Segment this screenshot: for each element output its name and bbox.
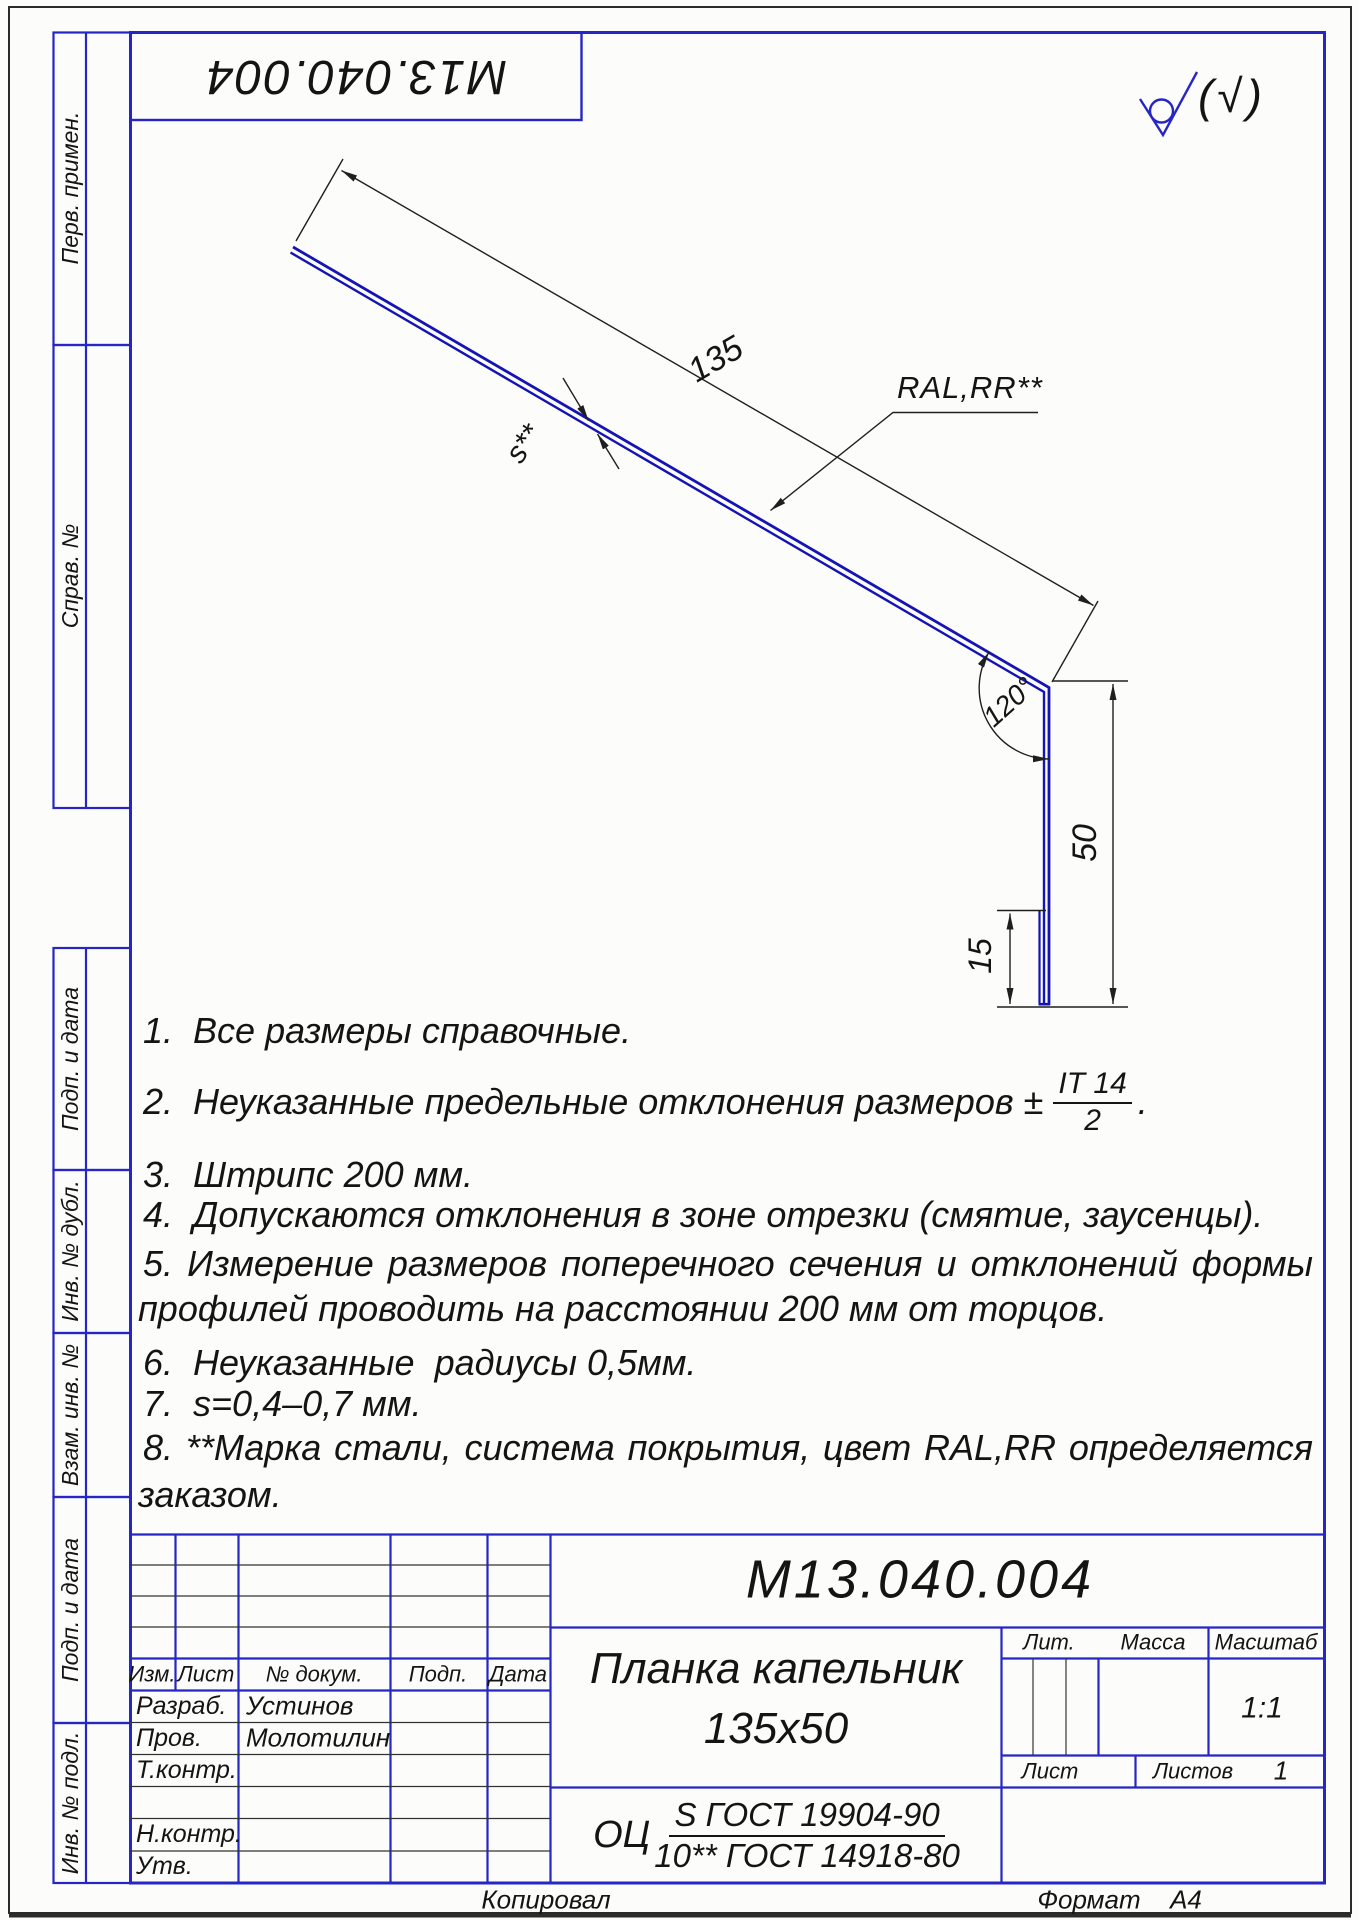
note-2-fraction	[1053, 1067, 1131, 1138]
row-prov-label: Пров.	[136, 1723, 202, 1752]
sidebar-item-sprav-no: Справ. №	[56, 523, 83, 629]
row-utv-label: Утв.	[136, 1851, 193, 1880]
masshtab-value: 1:1	[1241, 1691, 1283, 1725]
note-4: 4. Допускаются отклонения в зоне отрезки (смятие, заусенцы).	[143, 1194, 1264, 1235]
material-prefix: ОЦ	[593, 1813, 651, 1856]
dim-label-thickness: s**	[499, 418, 549, 470]
surface-roughness-no-removal-icon	[1140, 72, 1197, 135]
header-data: Дата	[488, 1661, 548, 1687]
dim-label-15: 15	[962, 938, 999, 974]
note-5-line-2: профилей проводить на расстоянии 200 мм от торцов.	[138, 1288, 1108, 1329]
coating-label: RAL,RR**	[897, 370, 1043, 405]
title-designation: М13.040.004	[745, 1549, 1095, 1610]
note-2-frac-top: IT 14	[1053, 1067, 1131, 1104]
listov-value: 1	[1273, 1755, 1289, 1786]
row-razrab-label: Разраб.	[136, 1691, 227, 1720]
material-frac-top: S ГОСТ 19904-90	[669, 1796, 944, 1837]
sidebar-item-podp-data-2: Подп. и дата	[56, 1538, 83, 1682]
copied-label: Копировал	[481, 1884, 611, 1915]
dimension-lines	[296, 159, 1128, 1007]
note-5-line-1: 5. Измерение размеров поперечного сечения и отклонений формы	[143, 1243, 1313, 1284]
massa-label: Масса	[1120, 1629, 1186, 1655]
note-8-line-2: заказом.	[138, 1474, 282, 1515]
designation-rotated: М13.040.004	[204, 50, 508, 104]
note-2-tail: .	[1137, 1081, 1148, 1122]
format-value: А4	[1170, 1884, 1202, 1915]
roughness-note: (√)	[1198, 70, 1266, 122]
note-3: 3. Штрипс 200 мм.	[143, 1154, 474, 1195]
sidebar-item-perv-primen: Перв. примен.	[56, 111, 83, 265]
listov-label: Листов	[1152, 1758, 1234, 1784]
row-tkontr-label: Т.контр.	[136, 1755, 237, 1784]
part-name-line-2: 135х50	[703, 1703, 849, 1753]
sidebar-item-inv-dubl: Инв. № дубл.	[56, 1180, 83, 1322]
material-fraction	[654, 1796, 960, 1875]
dim-label-angle: 120°	[976, 670, 1041, 733]
note-1: 1. Все размеры справочные.	[143, 1010, 632, 1051]
header-podp: Подп.	[408, 1661, 468, 1687]
sidebar-item-vzam-inv: Взам. инв. №	[56, 1343, 83, 1487]
material-frac-bottom: 10** ГОСТ 14918-80	[654, 1836, 960, 1874]
dim-label-50: 50	[1066, 824, 1105, 862]
note-2-frac-bottom: 2	[1084, 1103, 1101, 1137]
note-2	[143, 1058, 1148, 1146]
list-label: Лист	[1021, 1758, 1079, 1784]
material-cell	[552, 1787, 1001, 1883]
note-2-text: 2. Неуказанные предельные отклонения размеров ±	[143, 1081, 1044, 1122]
thickness-arrow-lower	[598, 434, 620, 469]
part-name-line-1: Планка капельник	[589, 1643, 963, 1693]
row-razrab-value: Устинов	[246, 1690, 354, 1721]
format-label: Формат	[1037, 1884, 1141, 1915]
sidebar-item-podp-data-1: Подп. и дата	[56, 987, 83, 1131]
ext-line-135-right	[1052, 601, 1098, 682]
row-nkontr-label: Н.контр.	[136, 1819, 242, 1848]
masshtab-label: Масштаб	[1214, 1629, 1318, 1655]
header-list: Лист	[177, 1661, 235, 1687]
main-frame	[128, 33, 1325, 1884]
ext-line-135-left	[296, 159, 343, 241]
header-ndokum: № докум.	[265, 1661, 363, 1687]
header-izm: Изм.	[128, 1661, 176, 1687]
lit-label: Лит.	[1023, 1629, 1075, 1655]
row-prov-value: Молотилин	[246, 1722, 391, 1753]
note-6: 6. Неуказанные радиусы 0,5мм.	[143, 1342, 697, 1383]
note-8-line-1: 8. **Марка стали, система покрытия, цвет RAL,RR определяется	[143, 1427, 1313, 1468]
sidebar-item-inv-podl: Инв. № подл.	[56, 1731, 83, 1875]
note-7: 7. s=0,4–0,7 мм.	[143, 1383, 422, 1424]
dim-label-135: 135	[681, 328, 750, 390]
